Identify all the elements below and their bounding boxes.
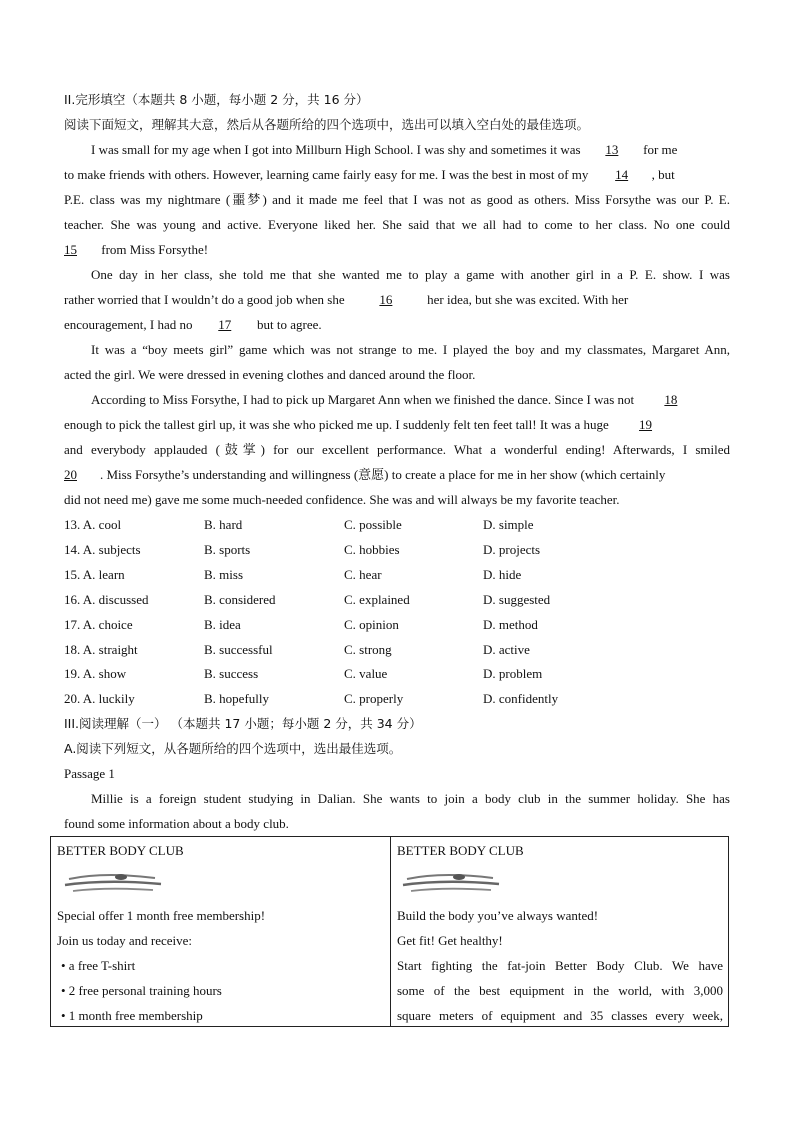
option-d: D. projects <box>483 542 541 557</box>
option-a: 20. A. luckily <box>64 691 135 706</box>
section-2-instruction: 阅读下面短文，理解其大意，然后从各题所给的四个选项中，选出可以填入空白处的最佳选项。 <box>64 117 590 132</box>
option-d: D. method <box>483 617 538 632</box>
blank-14: 14 <box>615 167 629 182</box>
option-b: B. hard <box>204 517 243 532</box>
intro-line: found some information about a body club. <box>64 816 289 831</box>
blank-17: 17 <box>218 317 232 332</box>
ad-left-item: • 1 month free membership <box>61 1008 203 1023</box>
ad-right-line: Start fighting the fat-join Better Body Club. We have <box>397 958 723 973</box>
option-d: D. active <box>483 642 530 657</box>
option-c: C. explained <box>344 592 410 607</box>
ad-left-offer: Special offer 1 month free membership! <box>57 908 266 923</box>
passage-line <box>64 162 730 187</box>
option-c: C. strong <box>344 642 392 657</box>
option-row <box>64 661 730 686</box>
option-c: C. possible <box>344 517 402 532</box>
option-b: B. considered <box>204 592 276 607</box>
passage-label: Passage 1 <box>64 766 115 781</box>
ad-right-line: Get fit! Get healthy! <box>397 933 503 948</box>
option-a: 19. A. show <box>64 666 127 681</box>
option-a: 15. A. learn <box>64 567 125 582</box>
ad-right-title: BETTER BODY CLUB <box>397 843 524 858</box>
blank-16: 16 <box>379 292 393 307</box>
blank-19: 19 <box>639 417 653 432</box>
section-3-instruction: A.阅读下列短文，从各题所给的四个选项中，选出最佳选项。 <box>64 741 402 756</box>
passage-text: According to Miss Forsythe, I had to pick up Margaret Ann when we finished the dance. Since I was not <box>91 392 638 407</box>
passage-line <box>91 387 730 412</box>
passage-text: her idea, but she was excited. With her <box>423 292 629 307</box>
passage-text: . Miss Forsythe’s understanding and willingness (意愿) to create a place for me in her show (which certainly <box>100 467 666 482</box>
passage-line: It was a “boy meets girl” game which was not strange to me. I played the boy and my classmates, Margaret Ann, <box>91 342 730 357</box>
passage-line: and everybody applauded (鼓掌) for our excellent performance. What a wonderful ending! Afterwards, I smiled <box>64 442 730 457</box>
option-c: C. hear <box>344 567 382 582</box>
section-3-heading: III.阅读理解（一） （本题共 17 小题；每小题 2 分，共 34 分） <box>64 716 422 731</box>
passage-line: P.E. class was my nightmare (噩梦) and it made me feel that I was not as good as others. Miss Forsythe was our P. E. <box>64 192 730 207</box>
passage-text: but to agree. <box>253 317 322 332</box>
blank-13: 13 <box>605 142 619 157</box>
option-d: D. confidently <box>483 691 559 706</box>
option-a: 14. A. subjects <box>64 542 141 557</box>
option-b: B. success <box>204 666 259 681</box>
ad-right-line: square meters of equipment and 35 classes every week, <box>397 1008 723 1023</box>
section-2-heading: II.完形填空（本题共 8 小题，每小题 2 分，共 16 分） <box>64 92 369 107</box>
passage-text: to make friends with others. However, learning came fairly easy for me. I was the best in most of my <box>64 167 592 182</box>
passage-line <box>64 237 730 262</box>
option-row <box>64 587 730 612</box>
passage-text: I was small for my age when I got into Millburn High School. I was shy and sometimes it was <box>91 142 584 157</box>
option-d: D. problem <box>483 666 543 681</box>
passage-text: for me <box>639 142 678 157</box>
option-row <box>64 686 730 711</box>
option-row <box>64 612 730 637</box>
option-row <box>64 562 730 587</box>
passage-text: rather worried that I wouldn’t do a good job when she <box>64 292 348 307</box>
ad-left-item: • 2 free personal training hours <box>61 983 222 998</box>
option-d: D. simple <box>483 517 534 532</box>
option-b: B. successful <box>204 642 273 657</box>
ad-left-item: • a free T-shirt <box>61 958 136 973</box>
swimmer-logo-icon <box>401 870 501 898</box>
passage-line <box>91 137 730 162</box>
option-c: C. hobbies <box>344 542 400 557</box>
blank-15: 15 <box>64 242 77 257</box>
ad-left-title: BETTER BODY CLUB <box>57 843 184 858</box>
option-b: B. idea <box>204 617 241 632</box>
passage-text: enough to pick the tallest girl up, it was she who picked me up. I suddenly felt ten feet tall! It was a huge <box>64 417 613 432</box>
option-c: C. opinion <box>344 617 399 632</box>
option-b: B. hopefully <box>204 691 269 706</box>
option-d: D. suggested <box>483 592 551 607</box>
swimmer-logo-icon <box>63 870 163 898</box>
passage-line: acted the girl. We were dressed in evening clothes and danced around the floor. <box>64 367 476 382</box>
option-row <box>64 512 730 537</box>
option-a: 16. A. discussed <box>64 592 149 607</box>
blank-18: 18 <box>664 392 678 407</box>
ad-right-line: Build the body you’ve always wanted! <box>397 908 599 923</box>
passage-line: One day in her class, she told me that she wanted me to play a game with another girl in a P. E. show. I was <box>91 267 730 282</box>
option-row <box>64 537 730 562</box>
passage-line: did not need me) gave me some much-needed confidence. She was and will always be my favorite teacher. <box>64 492 620 507</box>
passage-line: teacher. She was young and active. Everyone liked her. She said that we all had to come to her class. No one could <box>64 217 730 232</box>
option-a: 17. A. choice <box>64 617 133 632</box>
option-c: C. properly <box>344 691 404 706</box>
ad-right-line: some of the best equipment in the world, with 3,000 <box>397 983 723 998</box>
option-b: B. miss <box>204 567 244 582</box>
passage-text: from Miss Forsythe! <box>98 242 209 257</box>
option-a: 18. A. straight <box>64 642 138 657</box>
option-b: B. sports <box>204 542 251 557</box>
passage-line <box>64 287 730 312</box>
option-d: D. hide <box>483 567 522 582</box>
blank-20: 20 <box>64 467 77 482</box>
intro-line: Millie is a foreign student studying in Dalian. She wants to join a body club in the summer holiday. She has <box>91 791 730 806</box>
ad-left-join: Join us today and receive: <box>57 933 193 948</box>
option-row <box>64 637 730 662</box>
ad-table <box>50 836 729 1027</box>
passage-text: , but <box>651 167 675 182</box>
option-c: C. value <box>344 666 388 681</box>
passage-line <box>64 312 730 337</box>
table-divider <box>390 837 391 1026</box>
passage-text: encouragement, I had no <box>64 317 196 332</box>
passage-line <box>64 462 730 487</box>
passage-line <box>64 412 730 437</box>
option-a: 13. A. cool <box>64 517 122 532</box>
